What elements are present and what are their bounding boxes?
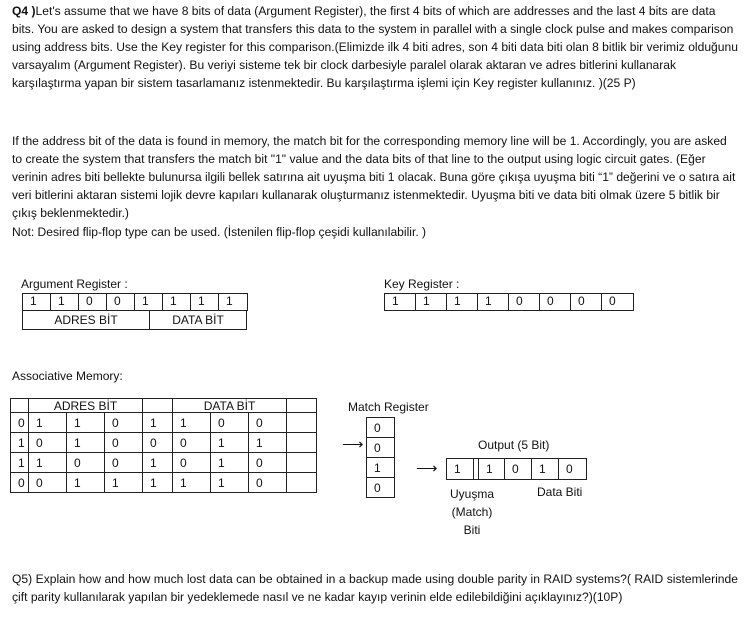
- key-bit: 0: [540, 294, 571, 310]
- memory-cell: 0: [173, 453, 211, 473]
- memory-cell: 1: [211, 453, 249, 473]
- q5-text: Q5) Explain how and how much lost data can be obtained in a backup made using double parity in RAID systems?( RAID sistemlerinde çift parity kullanılarak yapılan bir yedeklemede nasıl ve ne kadar kayıp verinin elde edilebildiğini açıklayınız?)(10P): [12, 572, 738, 604]
- memory-cell: 1: [11, 453, 29, 473]
- memory-row: [11, 433, 317, 453]
- output-title: Output (5 Bit): [478, 438, 550, 452]
- key-bit: 1: [447, 294, 478, 310]
- memory-cell: 1: [105, 473, 143, 493]
- match-register: [366, 417, 395, 498]
- memory-cell: 0: [105, 433, 143, 453]
- arg-bit: 1: [226, 294, 233, 308]
- match-bit-label-line: (Match): [451, 505, 493, 519]
- q4-note: Not: Desired flip-flop type can be used. (İstenilen flip-flop çeşidi kullanılabilir. ): [12, 225, 427, 239]
- q4-lead: Q4 ): [12, 4, 36, 18]
- output-bit: 1: [447, 459, 474, 479]
- argument-register-title: Argument Register :: [21, 277, 128, 291]
- arg-bit: 1: [191, 294, 219, 310]
- memory-cell: 0: [143, 433, 173, 453]
- match-bit: 0: [367, 438, 395, 458]
- argument-register: [22, 293, 248, 311]
- memory-cell: 0: [105, 413, 143, 433]
- arg-bit: 1: [51, 294, 79, 310]
- output-bit: 0: [505, 459, 532, 479]
- q4-paragraph-2: If the address bit of the data is found in memory, the match bit for the corresponding memory line will be 1. Accordingly, you are asked to create the system that transfers the match bit "1" value and the data bits of that line to the output using logic circuit gates. (Eğer verinin adres biti bellekte bulunursa ilgili bellek satırına ait uyuşma biti 1 olacak. Buna göre çıkışa uyuşma biti “1” değerini ve o satıra ait veri bitlerini aktaran sistemi lojik devre kapıları kullanarak oluşturmanız istenmektedir. Uyuşma biti ve data biti olmak üzere 5 bitlik bir çıkış beklenmektedir.): [12, 134, 736, 220]
- arg-bit: 0: [107, 294, 135, 310]
- memory-row: [11, 453, 317, 473]
- memory-cell: 0: [67, 453, 105, 473]
- memory-cell: 1: [143, 473, 173, 493]
- memory-cell: 1: [143, 453, 173, 473]
- output-bit: 1: [532, 459, 559, 479]
- match-bit-label: [450, 485, 494, 539]
- memory-cell: 0: [249, 473, 287, 493]
- memory-row: [11, 413, 317, 433]
- key-bit: 0: [509, 294, 540, 310]
- memory-cell: 1: [29, 413, 67, 433]
- data-bit-output-label: Data Biti: [537, 485, 583, 499]
- key-bit: 0: [609, 294, 616, 308]
- match-bit-label-line: Uyuşma: [450, 487, 495, 501]
- memory-cell: 1: [11, 433, 29, 453]
- memory-cell: 1: [173, 473, 211, 493]
- output-bit: 1: [478, 459, 505, 479]
- memory-header-row: [11, 399, 317, 413]
- arrow-icon: ⟶: [416, 460, 438, 477]
- argument-register-labels: [22, 311, 247, 330]
- memory-cell: 0: [249, 413, 287, 433]
- memory-cell: 1: [211, 433, 249, 453]
- arrow-icon: ⟶: [342, 436, 364, 453]
- memory-address-header: ADRES BİT: [29, 399, 143, 413]
- key-register: [384, 293, 634, 311]
- key-bit: 1: [385, 294, 416, 310]
- memory-cell: 1: [67, 473, 105, 493]
- arg-bit: 0: [79, 294, 107, 310]
- arg-bit: 1: [135, 294, 163, 310]
- memory-cell: 0: [11, 413, 29, 433]
- memory-cell: 1: [67, 433, 105, 453]
- memory-cell: 1: [249, 433, 287, 453]
- address-bit-label: ADRES BİT: [23, 311, 150, 329]
- output-bit: 0: [566, 462, 573, 476]
- memory-cell: 0: [211, 413, 249, 433]
- memory-cell: 0: [29, 433, 67, 453]
- memory-data-header: DATA BİT: [173, 399, 287, 413]
- data-bit-label: DATA BİT: [172, 313, 224, 327]
- memory-cell: 0: [173, 433, 211, 453]
- memory-row: [11, 473, 317, 493]
- key-bit: 0: [571, 294, 602, 310]
- memory-cell: 0: [249, 453, 287, 473]
- memory-cell: 1: [29, 453, 67, 473]
- memory-cell: 1: [67, 413, 105, 433]
- arg-bit: 1: [163, 294, 191, 310]
- key-bit: 1: [478, 294, 509, 310]
- associative-memory-title: Associative Memory:: [12, 369, 123, 383]
- memory-cell: 0: [29, 473, 67, 493]
- q4-paragraph-1: [12, 2, 738, 92]
- key-register-title: Key Register :: [384, 277, 460, 291]
- memory-cell: 1: [173, 413, 211, 433]
- match-bit: 0: [367, 478, 395, 498]
- arg-bit: 1: [23, 294, 51, 310]
- memory-cell: 1: [143, 413, 173, 433]
- key-bit: 1: [416, 294, 447, 310]
- q4-paragraph-1-text: Let's assume that we have 8 bits of data (Argument Register), the first 4 bits of which are addresses and the last 4 bits are data bits. You are asked to design a system that transfers this data to the system in parallel with a single clock pulse and makes comparison using address bits. Use the Key register for this comparison.(Elimizde ilk 4 biti adres, son 4 biti data biti olan 8 bitlik bir verimiz olduğunu varsayalım (Argument Register). Bu veriyi sisteme tek bir clock darbesiyle paralel olarak aktaran ve adres bitlerini kullanarak karşılaştırma yapan bir sistem tasarlamanız istenmektedir. Bu karşılaştırma işlemi için Key register kullanınız. )(25 P): [12, 4, 738, 90]
- memory-cell: 1: [211, 473, 249, 493]
- match-register-title: Match Register: [348, 400, 429, 414]
- associative-memory-table: [10, 398, 317, 493]
- output-register: [446, 458, 587, 480]
- match-bit: 0: [367, 418, 395, 438]
- memory-cell: 0: [11, 473, 29, 493]
- memory-cell: 0: [105, 453, 143, 473]
- match-bit: 1: [367, 458, 395, 478]
- match-bit-label-line: Biti: [463, 523, 481, 537]
